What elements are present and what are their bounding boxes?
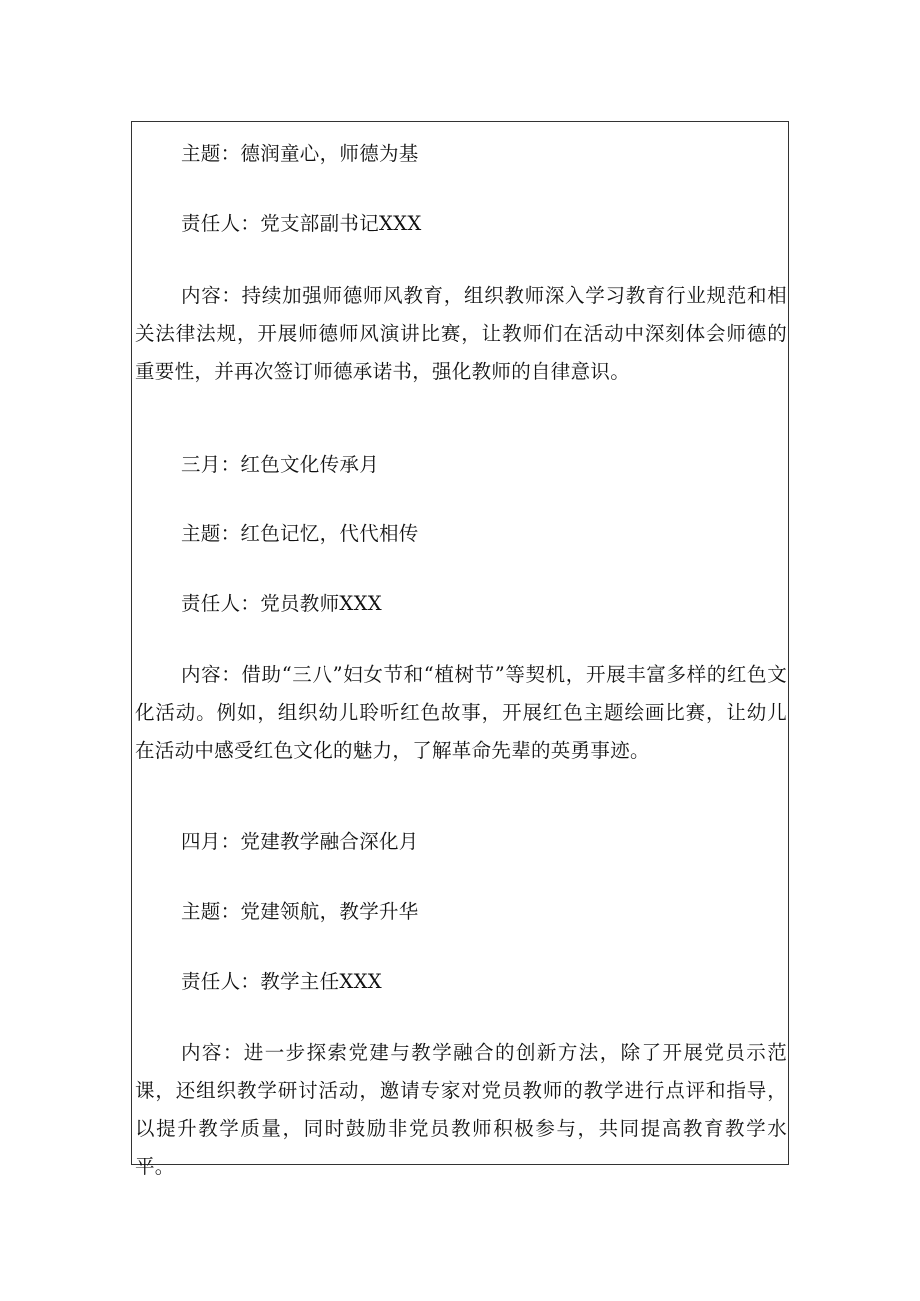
march-content: 内容：借助“三八”妇女节和“植树节”等契机，开展丰富多样的红色文化活动。例如，组织幼儿聆听红色故事，开展红色主题绘画比赛，让幼儿在活动中感受红色文化的魅力，了解革命先辈的英勇事迹。 [135, 663, 787, 762]
march-theme: 主题：红色记忆，代代相传 [181, 522, 419, 545]
april-month-title: 四月：党建教学融合深化月 [181, 830, 419, 853]
february-content: 内容：持续加强师德师风教育，组织教师深入学习教育行业规范和相关法律法规，开展师德师风演讲比赛，让教师们在活动中深刻体会师德的重要性，并再次签订师德承诺书，强化教师的自律意识。 [135, 284, 787, 383]
march-month-title: 三月：红色文化传承月 [181, 453, 380, 476]
april-owner: 责任人：教学主任XXX [181, 970, 382, 993]
march-owner: 责任人：党员教师XXX [181, 592, 382, 615]
april-content: 内容：进一步探索党建与教学融合的创新方法，除了开展党员示范课，还组织教学研讨活动，邀请专家对党员教师的教学进行点评和指导，以提升教学质量，同时鼓励非党员教师积极参与，共同提高教育教学水平。 [135, 1041, 787, 1178]
february-owner: 责任人：党支部副书记XXX [181, 212, 422, 235]
april-theme: 主题：党建领航，教学升华 [181, 900, 419, 923]
february-theme: 主题：德润童心，师德为基 [181, 142, 419, 165]
